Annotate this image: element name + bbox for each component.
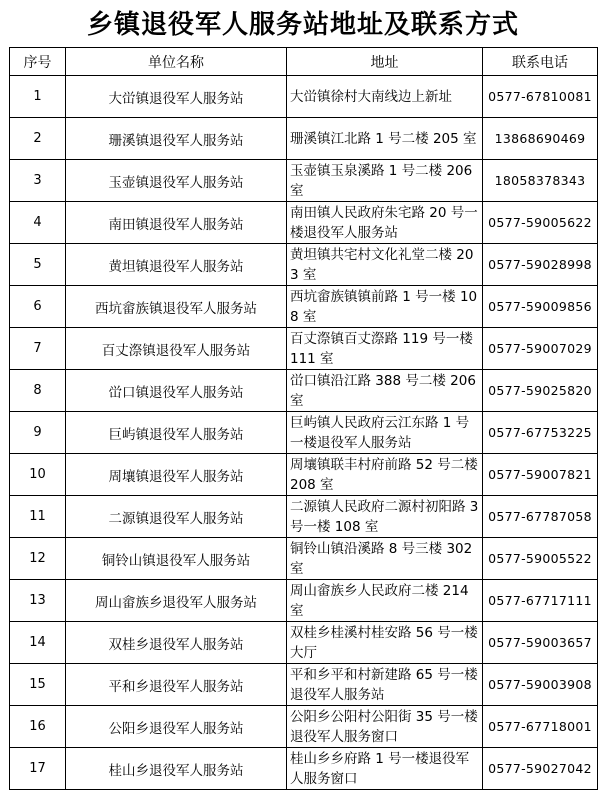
unit-name-cell: 二源镇退役军人服务站	[66, 496, 287, 538]
header-phone: 联系电话	[483, 48, 598, 76]
phone-cell: 18058378343	[483, 160, 598, 202]
address-cell: 双桂乡桂溪村桂安路 56 号一楼大厅	[287, 622, 483, 664]
phone-cell: 0577-59009856	[483, 286, 598, 328]
contact-table	[9, 47, 598, 790]
table-row	[10, 244, 598, 286]
table-row	[10, 706, 598, 748]
phone-cell: 0577-59027042	[483, 748, 598, 790]
table-header-row	[10, 48, 598, 76]
address-cell: 巨屿镇人民政府云江东路 1 号一楼退役军人服务站	[287, 412, 483, 454]
phone-cell: 0577-67787058	[483, 496, 598, 538]
table-row	[10, 454, 598, 496]
unit-name-cell: 珊溪镇退役军人服务站	[66, 118, 287, 160]
table-row	[10, 286, 598, 328]
table-row	[10, 328, 598, 370]
phone-cell: 0577-59028998	[483, 244, 598, 286]
phone-cell: 0577-67753225	[483, 412, 598, 454]
table-row	[10, 496, 598, 538]
table-row	[10, 202, 598, 244]
unit-name-cell: 南田镇退役军人服务站	[66, 202, 287, 244]
row-number: 7	[10, 328, 66, 370]
phone-cell: 0577-67810081	[483, 76, 598, 118]
phone-cell: 13868690469	[483, 118, 598, 160]
phone-cell: 0577-59025820	[483, 370, 598, 412]
address-cell: 百丈漈镇百丈漈路 119 号一楼 111 室	[287, 328, 483, 370]
phone-cell: 0577-59005522	[483, 538, 598, 580]
address-cell: 铜铃山镇沿溪路 8 号三楼 302 室	[287, 538, 483, 580]
table-row	[10, 160, 598, 202]
address-cell: 玉壶镇玉泉溪路 1 号二楼 206 室	[287, 160, 483, 202]
address-cell: 桂山乡乡府路 1 号一楼退役军人服务窗口	[287, 748, 483, 790]
row-number: 1	[10, 76, 66, 118]
table-row	[10, 580, 598, 622]
unit-name-cell: 大峃镇退役军人服务站	[66, 76, 287, 118]
table-row	[10, 118, 598, 160]
phone-cell: 0577-59005622	[483, 202, 598, 244]
row-number: 3	[10, 160, 66, 202]
unit-name-cell: 周壤镇退役军人服务站	[66, 454, 287, 496]
table-row	[10, 664, 598, 706]
unit-name-cell: 公阳乡退役军人服务站	[66, 706, 287, 748]
unit-name-cell: 巨屿镇退役军人服务站	[66, 412, 287, 454]
row-number: 5	[10, 244, 66, 286]
row-number: 11	[10, 496, 66, 538]
address-cell: 峃口镇沿江路 388 号二楼 206 室	[287, 370, 483, 412]
address-cell: 大峃镇徐村大南线边上新址	[287, 76, 483, 118]
unit-name-cell: 黄坦镇退役军人服务站	[66, 244, 287, 286]
row-number: 17	[10, 748, 66, 790]
unit-name-cell: 桂山乡退役军人服务站	[66, 748, 287, 790]
unit-name-cell: 平和乡退役军人服务站	[66, 664, 287, 706]
table-row	[10, 748, 598, 790]
row-number: 16	[10, 706, 66, 748]
unit-name-cell: 铜铃山镇退役军人服务站	[66, 538, 287, 580]
table-row	[10, 538, 598, 580]
phone-cell: 0577-59007821	[483, 454, 598, 496]
row-number: 15	[10, 664, 66, 706]
header-address: 地址	[287, 48, 483, 76]
phone-cell: 0577-59003908	[483, 664, 598, 706]
address-cell: 周山畲族乡人民政府二楼 214 室	[287, 580, 483, 622]
unit-name-cell: 周山畲族乡退役军人服务站	[66, 580, 287, 622]
phone-cell: 0577-67717111	[483, 580, 598, 622]
phone-cell: 0577-59007029	[483, 328, 598, 370]
unit-name-cell: 西坑畲族镇退役军人服务站	[66, 286, 287, 328]
row-number: 4	[10, 202, 66, 244]
table-row	[10, 370, 598, 412]
row-number: 6	[10, 286, 66, 328]
row-number: 9	[10, 412, 66, 454]
row-number: 12	[10, 538, 66, 580]
row-number: 2	[10, 118, 66, 160]
address-cell: 二源镇人民政府二源村初阳路 3 号一楼 108 室	[287, 496, 483, 538]
row-number: 13	[10, 580, 66, 622]
row-number: 8	[10, 370, 66, 412]
table-row	[10, 622, 598, 664]
address-cell: 平和乡平和村新建路 65 号一楼退役军人服务站	[287, 664, 483, 706]
phone-cell: 0577-59003657	[483, 622, 598, 664]
table-row	[10, 76, 598, 118]
unit-name-cell: 百丈漈镇退役军人服务站	[66, 328, 287, 370]
address-cell: 公阳乡公阳村公阳街 35 号一楼退役军人服务窗口	[287, 706, 483, 748]
row-number: 14	[10, 622, 66, 664]
address-cell: 周壤镇联丰村府前路 52 号二楼 208 室	[287, 454, 483, 496]
address-cell: 西坑畲族镇镇前路 1 号一楼 108 室	[287, 286, 483, 328]
address-cell: 南田镇人民政府朱宅路 20 号一楼退役军人服务站	[287, 202, 483, 244]
unit-name-cell: 双桂乡退役军人服务站	[66, 622, 287, 664]
header-seq: 序号	[10, 48, 66, 76]
unit-name-cell: 峃口镇退役军人服务站	[66, 370, 287, 412]
header-unit-name: 单位名称	[66, 48, 287, 76]
row-number: 10	[10, 454, 66, 496]
address-cell: 黄坦镇共宅村文化礼堂二楼 203 室	[287, 244, 483, 286]
table-row	[10, 412, 598, 454]
address-cell: 珊溪镇江北路 1 号二楼 205 室	[287, 118, 483, 160]
document-title: 乡镇退役军人服务站地址及联系方式	[86, 9, 519, 40]
phone-cell: 0577-67718001	[483, 706, 598, 748]
unit-name-cell: 玉壶镇退役军人服务站	[66, 160, 287, 202]
